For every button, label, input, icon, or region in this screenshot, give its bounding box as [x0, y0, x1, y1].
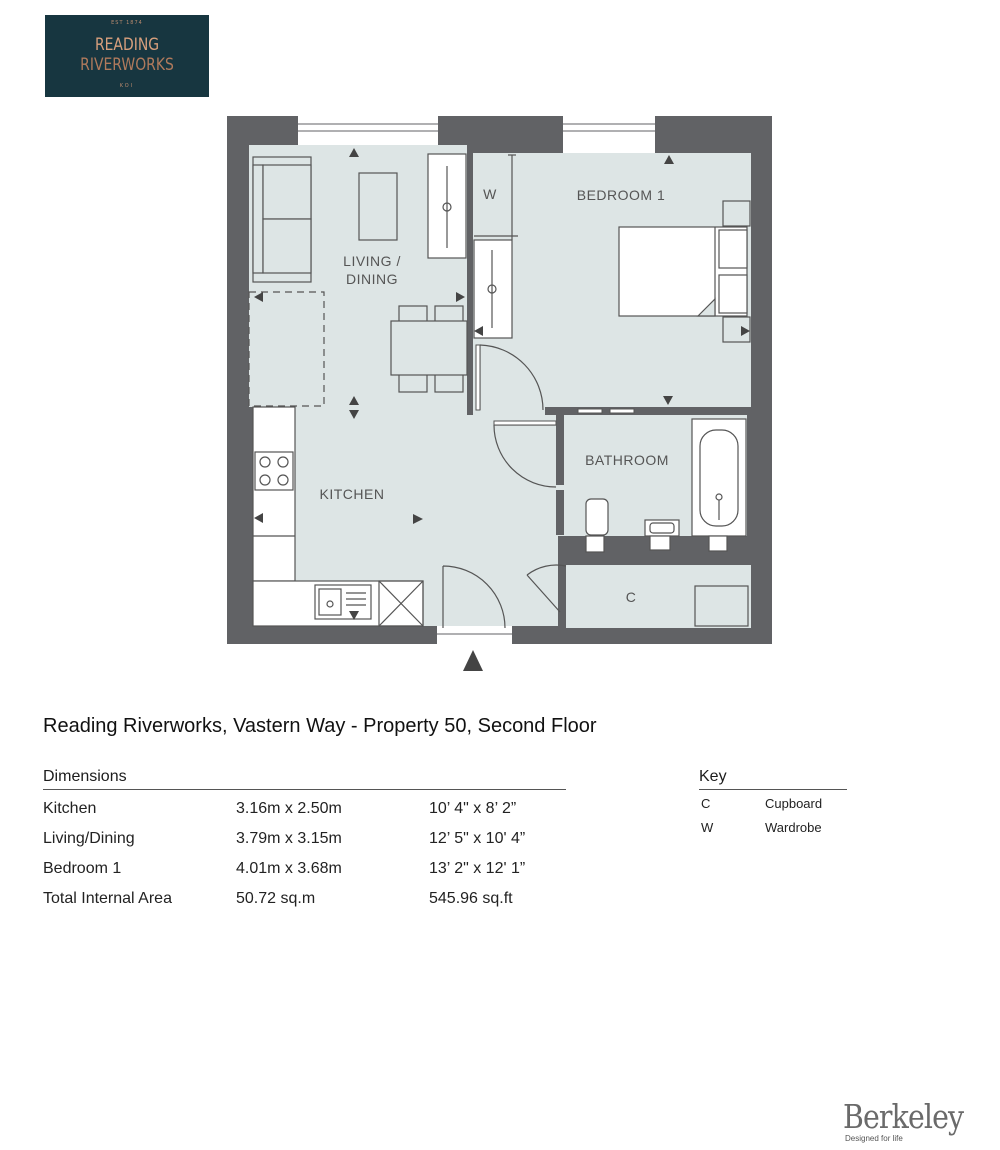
- wall-bedroom-bathroom: [545, 407, 751, 415]
- wall-bathroom-left-lower: [556, 490, 564, 535]
- entrance-arrow: [463, 650, 483, 671]
- coffee-table: [359, 173, 397, 240]
- room-name: Living/Dining: [43, 830, 135, 847]
- key-label: Cupboard: [765, 796, 823, 811]
- table-row: [43, 790, 566, 820]
- berkeley-brand: Berkeley: [843, 1097, 964, 1136]
- key-code: W: [701, 820, 714, 835]
- key-heading: Key: [699, 768, 847, 790]
- label-wardrobe-mark: W: [483, 186, 497, 202]
- room-metric: 50.72 sq.m: [236, 890, 316, 907]
- table-row: [43, 850, 566, 880]
- living-storage: [428, 154, 466, 258]
- room-imperial: 545.96 sq.ft: [429, 890, 513, 907]
- label-dining: DINING: [346, 271, 398, 287]
- room-metric: 3.16m x 2.50m: [236, 800, 342, 817]
- berkeley-tagline: Designed for life: [845, 1134, 903, 1143]
- label-bathroom: BATHROOM: [585, 452, 669, 468]
- room-name: Total Internal Area: [43, 890, 172, 907]
- logo-line-2: RIVERWORKS: [80, 55, 174, 75]
- room-imperial: 12’ 5" x 10' 4”: [429, 830, 526, 847]
- dimensions-heading: Dimensions: [43, 768, 566, 790]
- bedroom-wardrobe: [474, 240, 512, 338]
- list-item: [699, 790, 847, 814]
- label-bedroom: BEDROOM 1: [576, 187, 666, 203]
- list-item: [699, 814, 847, 838]
- room-name: Bedroom 1: [43, 860, 122, 877]
- wall-bathroom-left: [556, 415, 564, 485]
- label-living: LIVING /: [343, 253, 401, 269]
- key-code: C: [701, 796, 711, 811]
- key-legend: [699, 768, 847, 838]
- wall-living-bedroom: [467, 145, 473, 415]
- label-kitchen: KITCHEN: [319, 486, 385, 502]
- room-metric: 3.79m x 3.15m: [236, 830, 342, 847]
- sofa: [253, 157, 311, 282]
- cupboard-unit: [695, 586, 748, 626]
- room-imperial: 10’ 4" x 8’ 2”: [429, 800, 517, 817]
- bath: [692, 419, 746, 551]
- room-metric: 4.01m x 3.68m: [236, 860, 342, 877]
- logo-line-1: READING: [94, 35, 160, 55]
- label-cupboard-mark: C: [625, 589, 637, 605]
- table-row: [43, 880, 566, 910]
- table-row: [43, 820, 566, 850]
- key-label: Wardrobe: [765, 820, 822, 835]
- entrance-opening: [437, 626, 512, 644]
- dimensions-table: [43, 768, 566, 910]
- berkeley-logo: [843, 1097, 983, 1143]
- room-imperial: 13’ 2" x 12' 1”: [429, 860, 526, 877]
- logo-sub: KOI: [119, 83, 135, 89]
- property-title: Reading Riverworks, Vastern Way - Property 50, Second Floor: [43, 715, 597, 737]
- logo-est: EST 1874: [111, 20, 143, 26]
- room-name: Kitchen: [43, 800, 97, 817]
